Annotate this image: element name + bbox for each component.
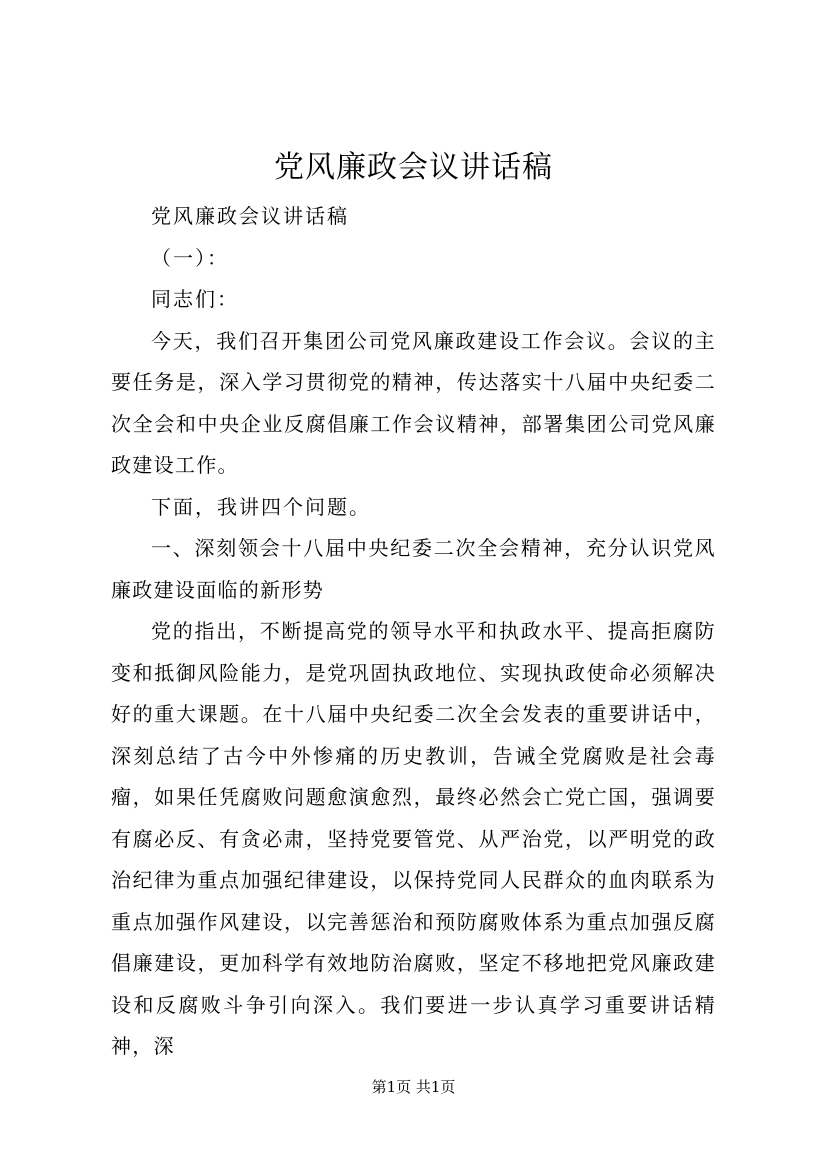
document-title: 党风廉政会议讲话稿 xyxy=(274,150,553,185)
paragraph-section-number: （一）： xyxy=(151,245,229,270)
page-number-footer: 第1页 共1页 xyxy=(371,1078,456,1096)
paragraph-section-heading: 一、深刻领会十八届中央纪委二次全会精神，充分认识党风廉政建设面临的新形势 xyxy=(111,536,716,602)
paragraph-salutation: 同志们： xyxy=(151,287,239,311)
document-body xyxy=(111,196,716,1068)
paragraph-body: 党的指出，不断提高党的领导水平和执政水平、提高拒腐防变和抵御风险能力，是党巩固执政地位、实现执政使命必须解决好的重大课题。在十八届中央纪委二次全会发表的重要讲话中，深刻总结了古今中外惨痛的历史教训，告诫全党腐败是社会毒瘤，如果任凭腐败问题愈演愈烈，最终必然会亡党亡国，强调要有腐必反、有贪必肃，坚持党要管党、从严治党，以严明党的政治纪律为重点加强纪律建设，以保持党同人民群众的血肉联系为重点加强作风建设，以完善惩治和预防腐败体系为重点加强反腐倡廉建设，更加科学有效地防治腐败，坚定不移地把党风廉政建设和反腐败斗争引向深入。我们要进一步认真学习重要讲话精神，深 xyxy=(111,619,716,1058)
paragraph-opening: 今天，我们召开集团公司党风廉政建设工作会议。会议的主要任务是，深入学习贯彻党的精神，传达落实十八届中央纪委二次全会和中央企业反腐倡廉工作会议精神，部署集团公司党风廉政建设工作。 xyxy=(111,328,716,477)
paragraph-subtitle: 党风廉政会议讲话稿 xyxy=(151,204,349,228)
paragraph-outline: 下面，我讲四个问题。 xyxy=(151,494,371,519)
